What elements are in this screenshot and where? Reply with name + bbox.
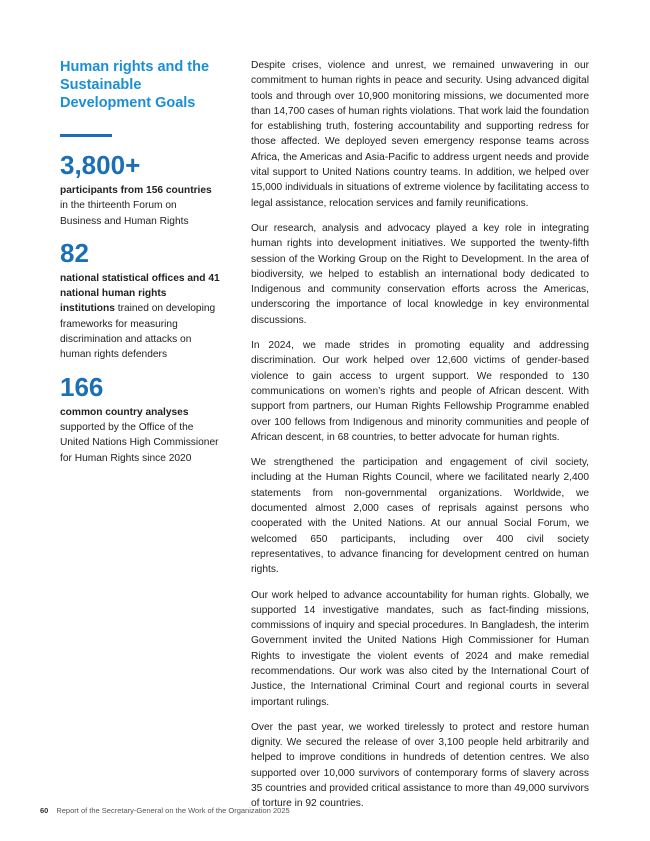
page-number: 60 [40, 806, 49, 815]
stat-highlight: common country analyses [60, 406, 189, 418]
paragraph: We strengthened the participation and engagement of civil society, including at the Human Rights Council, where we facilitated nearly 2,400 statements from non-governmental organizations. Worldwide, we documented almost 2,000 cases of reprisals against persons who cooperated with the United Nations. At our annual Social Forum, we welcomed 650 participants, including over 400 civil society representatives, to advance financing for development centred on human rights. [251, 457, 589, 576]
body-text [251, 58, 589, 822]
stat-block [60, 239, 220, 363]
stat-highlight: national statistical offices and 41 national human rights institutions [60, 272, 220, 315]
sidebar [60, 58, 220, 466]
stat-description [60, 405, 220, 466]
paragraph: Our research, analysis and advocacy played a key role in integrating human rights into development initiatives. We supported the twenty-fifth session of the Working Group on the Right to Development. In the area of biodiversity, we helped to establish an international body dedicated to Indigenous and community conservation efforts across the Americas, underscoring the importance of local knowledge in key environmental discussions. [251, 222, 589, 326]
stat-description [60, 271, 220, 363]
stat-number: 82 [60, 237, 89, 268]
paragraph: In 2024, we made strides in promoting equality and addressing discrimination. Our work helped over 12,600 victims of gender-based violence to gain access to urgent support. We responded to 130 communications on women’s rights and people of African descent. With support from partners, our Human Rights Fellowship Programme enabled over 100 fellows from Indigenous and minority communities and people of African descent, in 68 countries, to better advocate for human rights. [251, 340, 589, 443]
stat-block [60, 373, 220, 466]
paragraph: Over the past year, we worked tirelessly to protect and restore human dignity. We secured the release of over 3,100 people held arbitrarily and helped to improve conditions in hundreds of detention centres. We also supported over 10,000 survivors of contemporary forms of slavery across 35 countries and provided critical assistance to more than 49,000 survivors of torture in 92 countries. [251, 721, 589, 810]
stat-text: supported by the Office of the United Nations High Commissioner for Human Rights since 2020 [60, 421, 219, 464]
sidebar-title: Human rights and the Sustainable Development Goals [60, 59, 210, 111]
stat-block [60, 151, 220, 229]
stat-text: in the thirteenth Forum on Business and Human Rights [60, 200, 189, 227]
paragraph: Despite crises, violence and unrest, we remained unwavering in our commitment to human rights in peace and security. Using advanced digital tools and through over 10,900 monitoring missions, we documented more than 14,700 cases of human rights violations. That work laid the foundation for establishing truth, fostering accountability and supporting redress for those affected. We deployed seven emergency response teams across Africa, the Americas and Asia-Pacific to address urgent needs and provide vital support to United Nations country teams. In addition, we helped over 15,000 individuals in situations of extreme violence by facilitating access to legal assistance, relocation services and family reunifications. [251, 60, 589, 209]
title-divider [60, 134, 112, 137]
paragraph: Our work helped to advance accountability for human rights. Globally, we supported 14 investigative mandates, such as fact-finding missions, commissions of inquiry and special procedures. In Bangladesh, the interim Government invited the United Nations High Commissioner for Human Rights to investigate the violent events of 2024 and make remedial recommendations. Our work was also cited by the International Court of Justice, the International Criminal Court and regional courts in several important rulings. [251, 589, 589, 708]
stat-highlight: participants from 156 countries [60, 185, 212, 196]
stat-text: trained on developing frameworks for measuring discrimination and attacks on human rights defenders [60, 303, 216, 361]
footer-text: Report of the Secretary-General on the Work of the Organization 2025 [56, 806, 290, 815]
stat-number: 3,800+ [60, 150, 141, 180]
stat-description [60, 183, 220, 229]
stat-number: 166 [60, 371, 104, 402]
page-footer [40, 806, 290, 815]
